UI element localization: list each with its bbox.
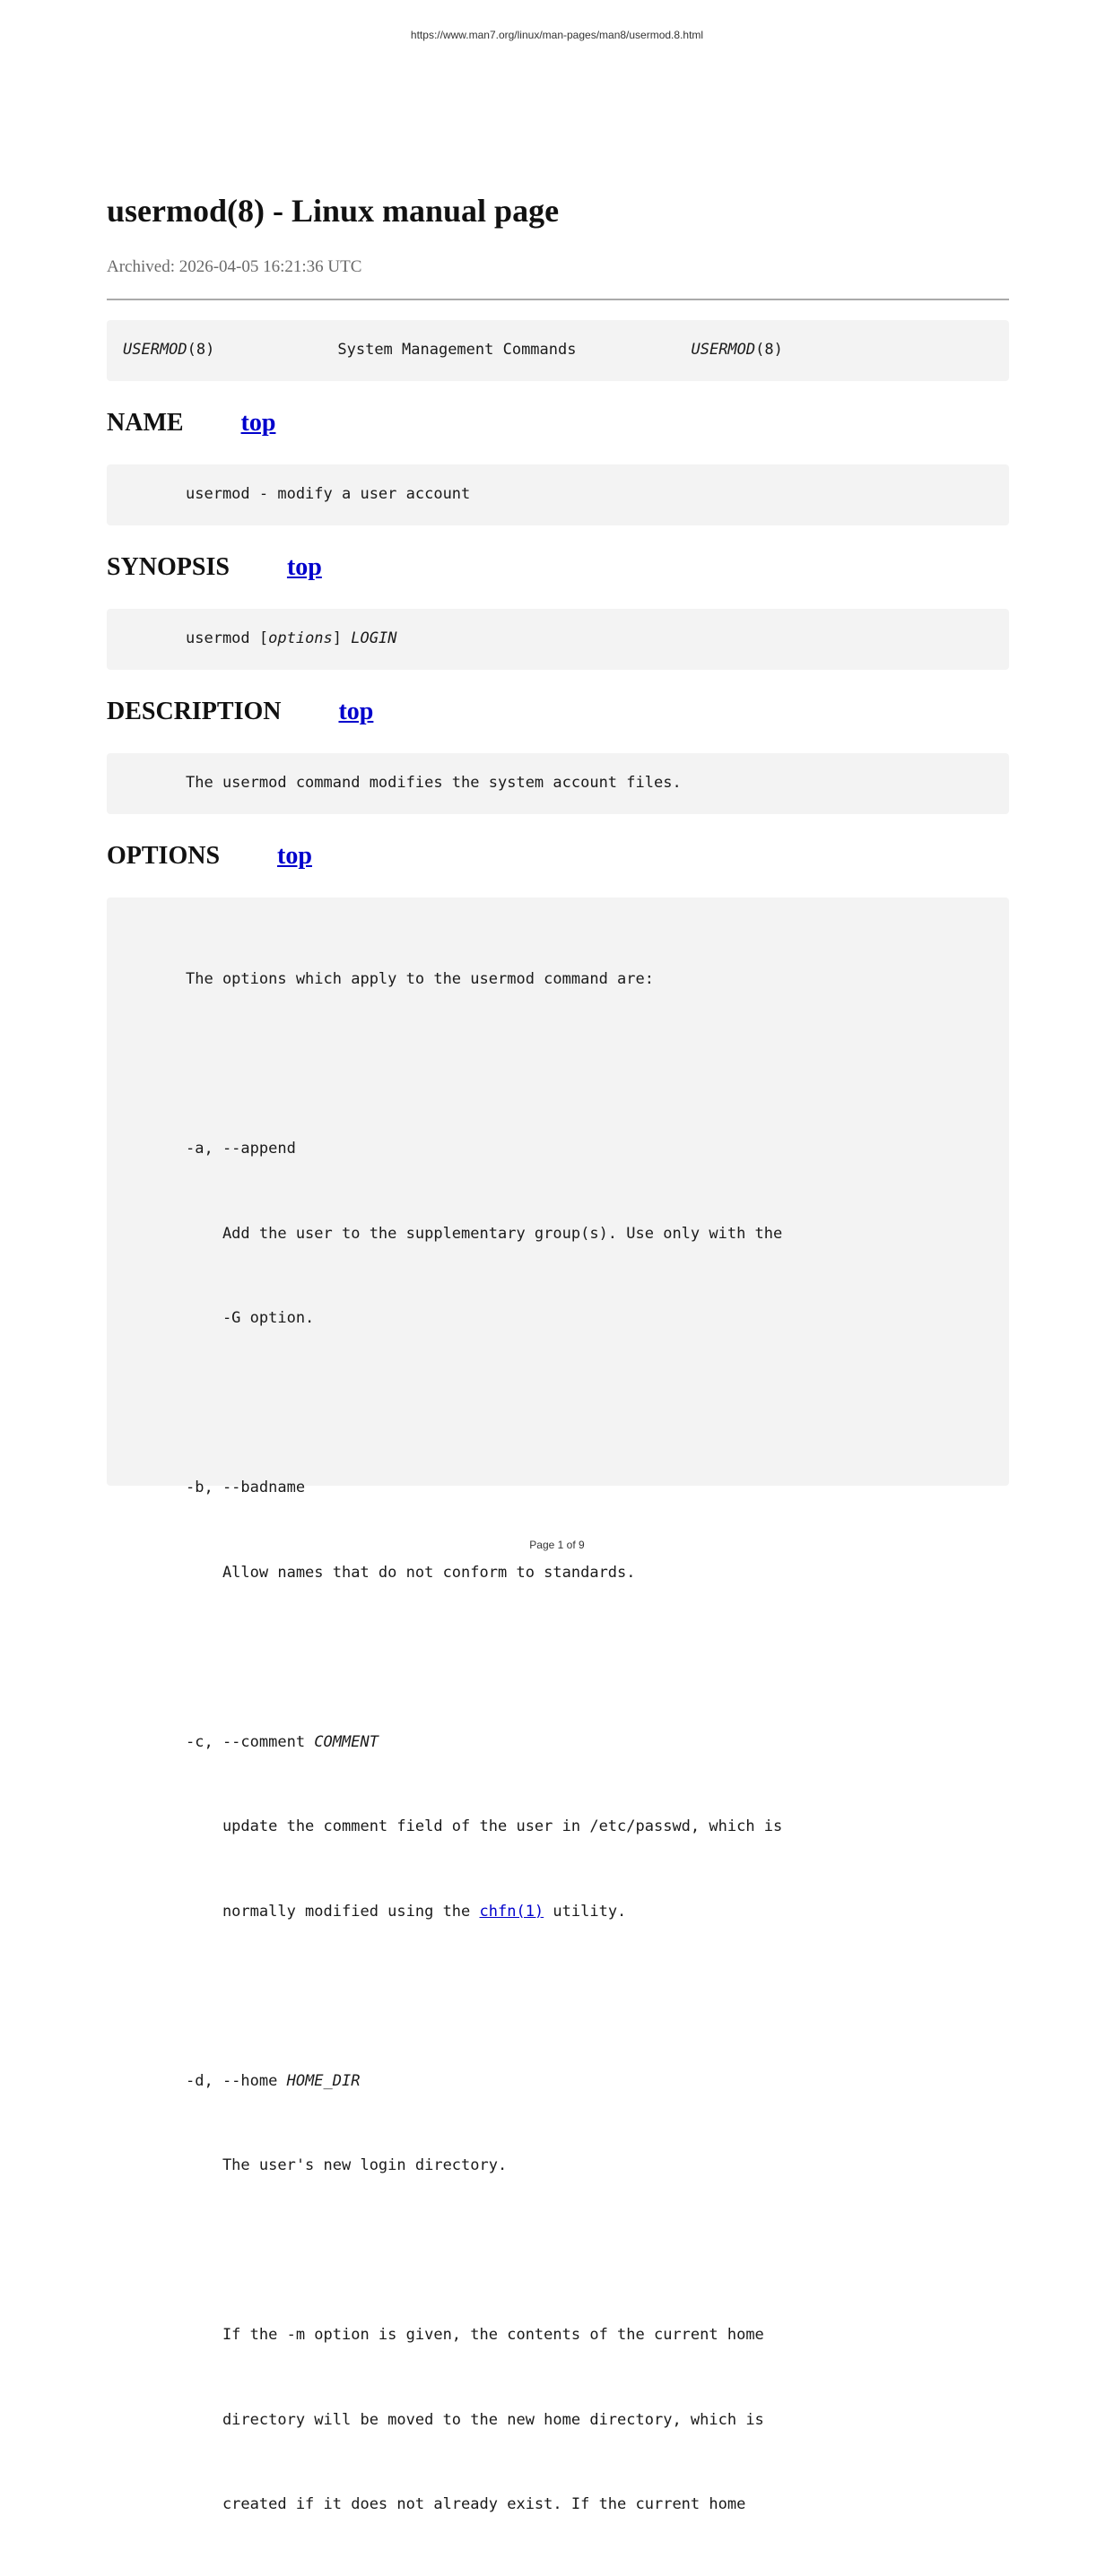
synopsis-close: ] — [332, 629, 352, 648]
option-badname-flag: -b, --badname — [186, 1479, 306, 1496]
header-right-section: (8) — [755, 341, 783, 360]
synopsis-options: options — [268, 629, 333, 648]
heading-options: OPTIONS — [107, 841, 221, 870]
heading-description: DESCRIPTION — [107, 697, 282, 725]
page-title: usermod(8) - Linux manual page — [107, 193, 560, 229]
section-synopsis-heading — [107, 525, 1009, 609]
option-badname-desc: Allow names that do not conform to standards. — [186, 1563, 636, 1582]
option-append-desc-cont: -G option. — [186, 1309, 315, 1327]
option-comment-arg: COMMENT — [314, 1732, 379, 1751]
name-box — [107, 464, 1009, 525]
synopsis-box — [107, 609, 1009, 670]
man-header-box — [107, 320, 1009, 381]
option-append-desc: Add the user to the supplementary group(s). Use only with the — [186, 1224, 783, 1243]
divider — [107, 299, 1009, 300]
top-link-name[interactable]: top — [240, 408, 276, 437]
heading-synopsis: SYNOPSIS — [107, 552, 230, 581]
header-center: System Management Commands — [337, 341, 577, 360]
synopsis-login: LOGIN — [351, 629, 397, 648]
top-link-description[interactable]: top — [338, 697, 374, 725]
header-right-name: USERMOD — [691, 341, 756, 360]
option-comment-flag: -c, --comment COMMENT — [186, 1732, 379, 1751]
chfn-link[interactable]: chfn(1) — [479, 1902, 544, 1921]
header-left-section: (8) — [187, 341, 215, 360]
option-comment-desc: update the comment field of the user in /etc/passwd, which is — [186, 1817, 783, 1835]
option-home-desc-4: created if it does not already exist. If the current home — [186, 2495, 746, 2513]
top-link-synopsis[interactable]: top — [286, 552, 322, 581]
option-home-flag: -d, --home HOME_DIR — [186, 2071, 361, 2090]
option-home-desc-3: directory will be moved to the new home directory, which is — [186, 2410, 764, 2429]
option-append-flag: -a, --append — [186, 1140, 296, 1158]
option-comment-desc-cont: normally modified using the chfn(1) utility. — [186, 1902, 627, 1921]
description-text: The usermod command modifies the system account files. — [186, 774, 682, 793]
synopsis-cmd: usermod [ — [186, 629, 269, 648]
options-intro: The options which apply to the usermod command are: — [186, 970, 654, 988]
top-link-options[interactable]: top — [277, 841, 312, 870]
heading-name: NAME — [107, 408, 184, 437]
name-text: usermod - modify a user account — [186, 485, 471, 504]
option-home-arg: HOME_DIR — [286, 2071, 361, 2090]
page-url: https://www.man7.org/linux/man-pages/man8/usermod.8.html — [410, 29, 704, 41]
option-home-desc: The user's new login directory. — [186, 2156, 508, 2174]
section-description-heading — [107, 670, 1009, 753]
description-box — [107, 753, 1009, 814]
section-name-heading — [107, 381, 1009, 464]
section-options-heading — [107, 814, 1009, 898]
archived-timestamp: Archived: 2026-04-05 16:21:36 UTC — [107, 257, 362, 276]
page-number: Page 1 of 9 — [529, 1539, 585, 1551]
option-home-desc-2: If the -m option is given, the contents of the current home — [186, 2326, 764, 2344]
header-left-name: USERMOD — [123, 341, 187, 360]
